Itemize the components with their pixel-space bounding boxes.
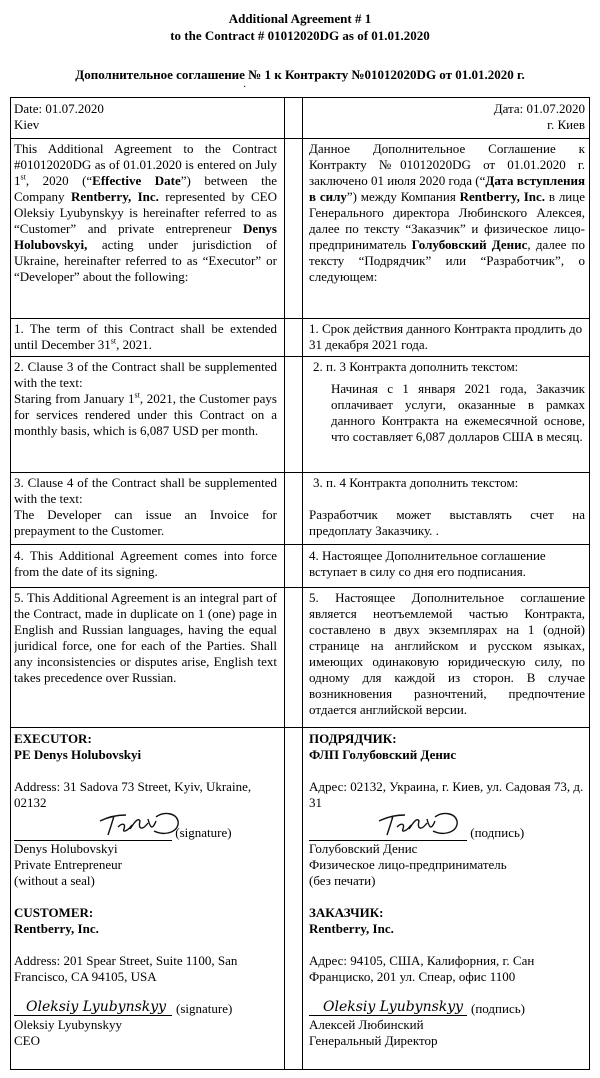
intro-ru-text: , далее по тексту “Подрядчик” или “Разработчик”, о следующем: [309, 237, 585, 284]
clause4-en [14, 475, 277, 539]
title-ru: Дополнительное соглашение № 1 к Контракту №01012020DG от 01.01.2020 г. [75, 67, 525, 82]
intro-ru [309, 141, 585, 285]
executor-sign-name-ru: Голубовский Денис [309, 841, 418, 856]
intro-ru-text: ”) между Компания [346, 189, 460, 204]
effective-date-term-ru: Дата вступления в силу [309, 173, 585, 204]
executor-seal-en: (without a seal) [14, 873, 95, 888]
column-divider-left [284, 97, 285, 1070]
city-en: Kiev [14, 117, 40, 132]
clause4-en-body: The Developer can issue an Invoice for prepayment to the Customer. [14, 507, 277, 538]
force-ru: 4. Настоящее Дополнительное соглашение вступает в силу со дня его подписания. [309, 548, 546, 579]
date-en: Date: 01.07.2020 [14, 101, 104, 116]
clause3-en-body [14, 391, 277, 439]
row-divider [10, 138, 590, 139]
row-divider [10, 587, 590, 588]
customer-role-ru: Генеральный Директор [309, 1033, 438, 1048]
clause3-en-text: , 2021, the Customer pays for services rendered under this Contract on a monthly basis, which is 6,087 USD per month. [14, 391, 277, 438]
clause4-en-head: 3. Clause 4 of the Contract shall be supplemented with the text: [14, 475, 277, 506]
title-en-line1: Additional Agreement # 1 [228, 11, 372, 26]
date-cell-en [14, 101, 277, 133]
executor-signature-line-ru [309, 826, 467, 841]
intro-en-sup: st [20, 172, 26, 182]
intro-en-text: represented by CEO Oleksiy Lyubynskyy is hereinafter referred to as “Customer” and private entrepreneur [14, 189, 277, 236]
signature-label-en: (signature) [175, 825, 232, 840]
date-cell-ru [309, 101, 585, 133]
signatures-ru [309, 731, 585, 1049]
customer-signature-script: Oleksiy Lyubynskyy [26, 999, 167, 1015]
clause3-ru-head: 2. п. 3 Контракта дополнить текстом: [313, 359, 519, 374]
clause4-ru-head: 3. п. 4 Контракта дополнить текстом: [313, 475, 519, 490]
column-divider-right [302, 97, 303, 1070]
executor-name: Denys Holubovskyi, [14, 221, 277, 252]
customer-name-ru: Rentberry, Inc. [309, 921, 394, 936]
executor-address-ru: Адрес: 02132, Украина, г. Киев, ул. Садовая 73, д. 31 [309, 779, 584, 810]
signatures-en [14, 731, 277, 1049]
customer-signature-script-ru: Oleksiy Lyubynskyy [323, 999, 464, 1015]
clause4-ru-body: Разработчик может выставлять счет на предоплату Заказчику. . [309, 507, 585, 538]
signature-label-ru: (подпись) [470, 825, 525, 840]
term-en-text: 1. The term of this Contract shall be extended until December 31 [14, 321, 277, 352]
customer-title-ru: ЗАКАЗЧИК: [309, 905, 384, 920]
term-ru: 1. Срок действия данного Контракта продлить до 31 декабря 2021 года. [309, 321, 583, 352]
clause3-ru-body: Начиная с 1 января 2021 года, Заказчик оплачивает услуги, оказанные в рамках данного Контракта на ежемесячной основе, что составляет 6,087 долларов США в месяц. [331, 381, 585, 444]
clause3-en-text: Staring from January 1 [14, 391, 135, 406]
executor-role-en: Private Entrepreneur [14, 857, 122, 872]
company-name: Rentberry, Inc. [70, 189, 159, 204]
row-divider [10, 727, 590, 728]
customer-role-en: CEO [14, 1033, 40, 1048]
intro-en [14, 141, 277, 285]
company-name-ru: Rentberry, Inc. [459, 189, 546, 204]
executor-signature-line [14, 826, 172, 841]
signature-label-ru-2: (подпись) [471, 1001, 525, 1016]
row-divider [10, 356, 590, 357]
customer-sign-name-ru: Алексей Любинский [309, 1017, 424, 1032]
clause3-en [14, 359, 277, 439]
force-en: 4. This Additional Agreement comes into force from the date of its signing. [14, 548, 277, 579]
city-ru: г. Киев [547, 117, 585, 132]
clause3-en-sup: st [134, 390, 140, 400]
customer-signature-line [14, 1001, 172, 1016]
intro-en-text: ”) between the Company [14, 173, 277, 204]
stray-mark: · [243, 82, 247, 93]
customer-signature-line-ru [309, 1001, 467, 1016]
customer-address-en: Address: 201 Spear Street, Suite 1100, San Francisco, CA 94105, USA [14, 953, 238, 984]
customer-sign-name-en: Oleksiy Lyubynskyy [14, 1017, 122, 1032]
clause4-ru [309, 475, 585, 539]
row-divider [10, 472, 590, 473]
integral-en: 5. This Additional Agreement is an integral part of the Contract, made in duplicate on 1 (one) page in English and Russian languages, having the equal juridical force, one for each of the Parties. Shall any inconsistencies or disputes arise, English text takes precedence over Russian. [14, 590, 277, 685]
executor-seal-ru: (без печати) [309, 873, 376, 888]
term-en-text: , 2021. [116, 337, 152, 352]
executor-sign-name-en: Denys Holubovskyi [14, 841, 118, 856]
intro-ru-text: в лице Генерального директора Любинского Алексея, далее по тексту “Заказчик” и физическое лицо-предприниматель [309, 189, 585, 252]
customer-address-ru: Адрес: 94105, США, Калифорния, г. Сан Франциско, 201 ул. Спеар, офис 1100 [309, 953, 535, 984]
title-block-en [0, 10, 600, 44]
integral-ru: 5. Настоящее Дополнительное соглашение является неотъемлемой частью Контракта, составлено в двух экземплярах на 1 (одной) странице на английском и русском языках, имеющих одинаковую юридическую силу, по одному для каждой из сторон. В случае возникновения разночтений, предпочтение отдается английской версии. [309, 590, 585, 717]
executor-role-ru: Физическое лицо-предприниматель [309, 857, 507, 872]
executor-title-ru: ПОДРЯДЧИК: [309, 731, 397, 746]
signature-label-en-2: (signature) [176, 1001, 233, 1016]
intro-en-text: This Additional Agreement to the Contract #01012020DG as of 01.01.2020 is entered on July 1 [14, 141, 277, 188]
clause3-en-head: 2. Clause 3 of the Contract shall be supplemented with the text: [14, 359, 277, 390]
row-divider [10, 318, 590, 319]
customer-title-en: CUSTOMER: [14, 905, 94, 920]
term-en-sup: st [110, 336, 117, 346]
executor-name-en: PE Denys Holubovskyi [14, 747, 142, 762]
executor-title-en: EXECUTOR: [14, 731, 92, 746]
executor-name-ru: ФЛП Голубовский Денис [309, 747, 457, 762]
effective-date-term: Effective Date [92, 173, 181, 188]
customer-name-en: Rentberry, Inc. [14, 921, 99, 936]
intro-en-text: acting under jurisdiction of Ukraine, hereinafter referred to as “Executor” or “Developer” about the following: [14, 237, 277, 284]
executor-address-en: Address: 31 Sadova 73 Street, Kyiv, Ukraine, 02132 [14, 779, 252, 810]
term-en [14, 321, 277, 353]
row-divider [10, 544, 590, 545]
title-en-line2: to the Contract # 01012020DG as of 01.01.2020 [170, 28, 430, 43]
intro-en-text: , 2020 (“ [25, 173, 93, 188]
clause3-ru [309, 359, 585, 445]
intro-ru-text: Данное Дополнительное Соглашение к Контракту №01012020DG от 01.01.2020 г. заключено 01 июля 2020 года (“ [309, 141, 585, 188]
executor-name-ru: Голубовский Денис [411, 237, 528, 252]
date-ru: Дата: 01.07.2020 [493, 101, 585, 116]
